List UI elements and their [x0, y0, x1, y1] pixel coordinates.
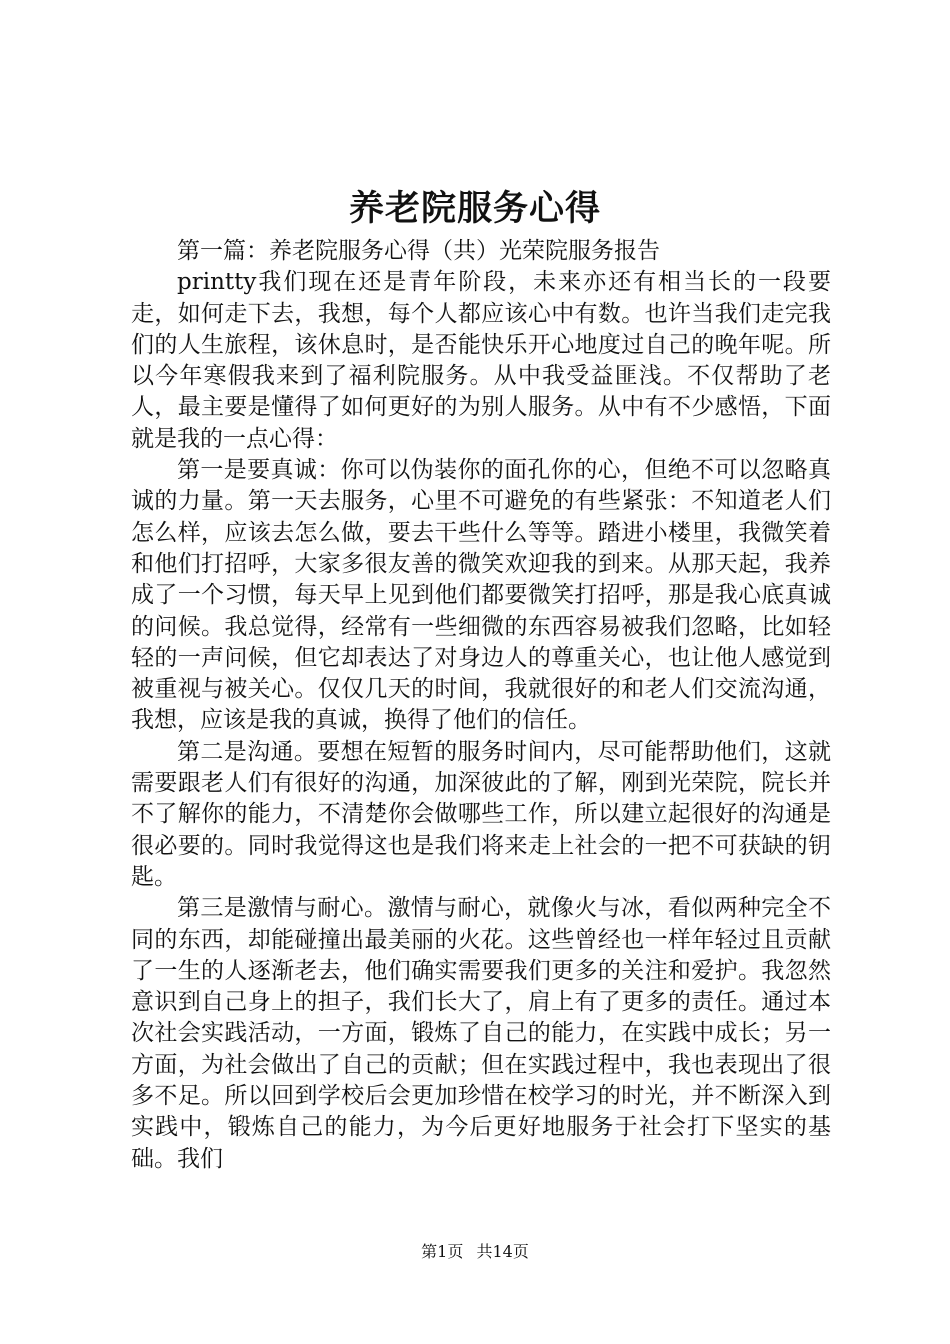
page-footer [0, 1240, 950, 1264]
paragraph-sincerity: 第一是要真诚：你可以伪装你的面孔你的心，但绝不可以忽略真诚的力量。第一天去服务，心里不可避免的有些紧张：不知道老人们怎么样，应该去怎么做，要去干些什么等等。踏进小楼里，我微笑着和他们打招呼，大家多很友善的微笑欢迎我的到来。从那天起，我养成了一个习惯，每天早上见到他们都要微笑打招呼，那是我心底真诚的问候。我总觉得，经常有一些细微的东西容易被我们忽略，比如轻轻的一声问候，但它却表达了对身边人的尊重关心，也让他人感觉到被重视与被关心。仅仅几天的时间，我就很好的和老人们交流沟通，我想，应该是我的真诚，换得了他们的信任。 [131, 457, 831, 734]
document-body [131, 236, 831, 1175]
page-total: 共14页 [476, 1242, 529, 1261]
paragraph-communication: 第二是沟通。要想在短暂的服务时间内，尽可能帮助他们，这就需要跟老人们有很好的沟通，加深彼此的了解，刚到光荣院，院长并不了解你的能力，不清楚你会做哪些工作，所以建立起很好的沟通是很必要的。同时我觉得这也是我们将来走上社会的一把不可获缺的钥匙。 [131, 738, 831, 890]
page-number: 第1页 [421, 1242, 464, 1261]
paragraph-passion-patience: 第三是激情与耐心。激情与耐心，就像火与冰，看似两种完全不同的东西，却能碰撞出最美丽的火花。这些曾经也一样年轻过且贡献了一生的人逐渐老去，他们确实需要我们更多的关注和爱护。我忽然意识到自己身上的担子，我们长大了，肩上有了更多的责任。通过本次社会实践活动，一方面，锻炼了自己的能力，在实践中成长；另一方面，为社会做出了自己的贡献；但在实践过程中，我也表现出了很多不足。所以回到学校后会更加珍惜在校学习的时光，并不断深入到实践中，锻炼自己的能力，为今后更好地服务于社会打下坚实的基础。我们 [131, 895, 831, 1172]
paragraph-intro: printty我们现在还是青年阶段，未来亦还有相当长的一段要走，如何走下去，我想，每个人都应该心中有数。也许当我们走完我们的人生旅程，该休息时，是否能快乐开心地度过自己的晚年呢。所以今年寒假我来到了福利院服务。从中我受益匪浅。不仅帮助了老人，最主要是懂得了如何更好的为别人服务。从中有不少感悟，下面就是我的一点心得： [131, 269, 831, 452]
paragraph-heading: 第一篇：养老院服务心得（共）光荣院服务报告 [177, 238, 660, 264]
document-title: 养老院服务心得 [348, 188, 601, 229]
